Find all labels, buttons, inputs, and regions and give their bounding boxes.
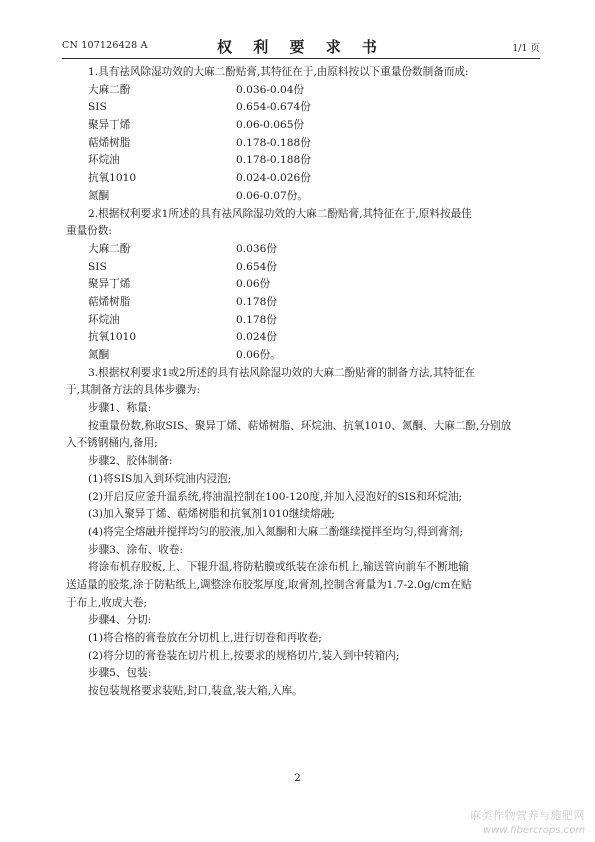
claim-3-intro-line2: 于,其制备方法的具体步骤为: — [66, 384, 201, 397]
ingredient-name: 抗氧1010 — [88, 172, 137, 185]
ingredient-name: 环烷油 — [88, 154, 120, 167]
ingredient-name: 氮酮 — [88, 349, 110, 361]
ingredient-row — [88, 312, 542, 330]
claim-1-intro: 1.具有祛风除湿功效的大麻二酚贴膏,其特征在于,由原料按以下重量份数制备而成: — [88, 66, 469, 78]
step-3-text-line1: 将涂布机存胶板,上、下辊升温,将防粘膜或纸装在涂布机上,输送管向前车不断地输 — [88, 561, 469, 574]
ingredient-row — [88, 241, 542, 259]
ingredient-amount: 0.178份 — [236, 313, 277, 326]
claim-2-intro-line1: 2.根据权利要求1所述的具有祛风除湿功效的大麻二酚贴膏,其特征在于,原料按最佳 — [88, 207, 472, 220]
step-4-heading: 步骤4、分切: — [88, 614, 152, 627]
page-number: 2 — [294, 772, 301, 784]
ingredient-row — [88, 82, 542, 100]
watermark-url: www.fibercrops.com — [483, 825, 585, 836]
ingredient-row — [88, 188, 542, 206]
claim-1-table — [88, 82, 542, 206]
step-1-text-line2: 入不锈钢桶内,备用; — [66, 437, 158, 450]
step-3-heading: 步骤3、涂布、收卷: — [88, 543, 184, 556]
step-2-item-1: (1)将SIS加入到环烷油内浸泡; — [88, 472, 232, 485]
ingredient-row — [88, 152, 542, 170]
ingredient-amount: 0.178-0.188份 — [236, 154, 311, 167]
ingredient-row — [88, 347, 542, 365]
step-3-text-line2: 送适量的胶浆,涂于防粘纸上,调整涂布胶浆厚度,取膏剂,控制含膏量为1.7-2.0g/cm在贴 — [66, 578, 472, 591]
ingredient-amount: 0.06-0.065份 — [236, 119, 305, 132]
ingredient-row — [88, 294, 542, 312]
ingredient-row — [88, 117, 542, 135]
header-divider — [62, 58, 540, 59]
ingredient-amount: 0.036-0.04份 — [236, 83, 305, 96]
step-1-heading: 步骤1、称量: — [88, 402, 152, 415]
ingredient-name: 萜烯树脂 — [88, 136, 131, 149]
ingredient-name: 聚异丁烯 — [88, 278, 131, 291]
ingredient-row — [88, 276, 542, 294]
claim-3-intro-line1: 3.根据权利要求1或2所述的具有祛风除湿功效的大麻二酚贴膏的制备方法,其特征在 — [88, 366, 476, 379]
claim-2-table — [88, 241, 542, 365]
ingredient-name: 聚异丁烯 — [88, 119, 131, 132]
page-indicator: 1/1 页 — [512, 43, 540, 54]
step-2-item-2: (2)开启反应釜升温系统,将油温控制在100-120度,并加入浸泡好的SIS和环烷油; — [88, 490, 463, 503]
claim-2-intro-line2: 重量份数: — [66, 225, 112, 238]
ingredient-amount: 0.06份。 — [236, 349, 281, 361]
step-2-item-4: (4)将完全熔融并搅拌均匀的胶液,加入氮酮和大麻二酚继续搅拌至均匀,得到膏剂; — [88, 525, 463, 538]
ingredient-amount: 0.06份 — [236, 278, 271, 291]
ingredient-row — [88, 329, 542, 347]
ingredient-row — [88, 170, 542, 188]
ingredient-amount: 0.654-0.674份 — [236, 101, 311, 114]
ingredient-name: SIS — [88, 260, 107, 273]
watermark — [470, 807, 585, 836]
ingredient-amount: 0.036份 — [236, 242, 277, 255]
step-5-heading: 步骤5、包装: — [88, 667, 152, 680]
ingredient-name: 氮酮 — [88, 189, 110, 202]
ingredient-row — [88, 99, 542, 117]
ingredient-amount: 0.178-0.188份 — [236, 136, 311, 149]
ingredient-amount: 0.024份 — [236, 331, 277, 344]
ingredient-name: 大麻二酚 — [88, 242, 131, 255]
ingredient-name: SIS — [88, 101, 107, 114]
ingredient-amount: 0.178份 — [236, 295, 277, 308]
step-2-heading: 步骤2、胶体制备: — [88, 455, 173, 468]
step-3-text-line3: 于布上,收成大卷; — [66, 596, 148, 609]
page-header — [62, 36, 540, 56]
ingredient-amount: 0.06-0.07份。 — [236, 189, 308, 202]
step-4-item-2: (2)将分切的膏卷装在切片机上,按要求的规格切片,装入到中转箱内; — [88, 649, 400, 662]
claims-body — [66, 64, 542, 701]
step-2-item-3: (3)加入聚异丁烯、萜烯树脂和抗氧剂1010继续熔融; — [88, 508, 335, 521]
step-5-text: 按包装规格要求装贴,封口,装盒,装大箱,入库。 — [88, 685, 303, 698]
watermark-site-name: 麻类作物营养与施肥网 — [470, 809, 585, 822]
step-1-text-line1: 按重量份数,称取SIS、聚异丁烯、萜烯树脂、环烷油、抗氧1010、氮酮、大麻二酚,分别放 — [88, 419, 512, 432]
ingredient-name: 环烷油 — [88, 313, 120, 326]
publication-number: CN 107126428 A — [62, 40, 148, 51]
ingredient-amount: 0.654份 — [236, 260, 277, 273]
ingredient-name: 大麻二酚 — [88, 83, 131, 96]
ingredient-row — [88, 135, 542, 153]
ingredient-name: 抗氧1010 — [88, 331, 137, 344]
ingredient-row — [88, 259, 542, 277]
step-4-item-1: (1)将合格的膏卷放在分切机上,进行切卷和再收卷; — [88, 632, 322, 644]
ingredient-amount: 0.024-0.026份 — [236, 172, 311, 185]
document-title: 权 利 要 求 书 — [217, 38, 385, 56]
ingredient-name: 萜烯树脂 — [88, 295, 131, 308]
